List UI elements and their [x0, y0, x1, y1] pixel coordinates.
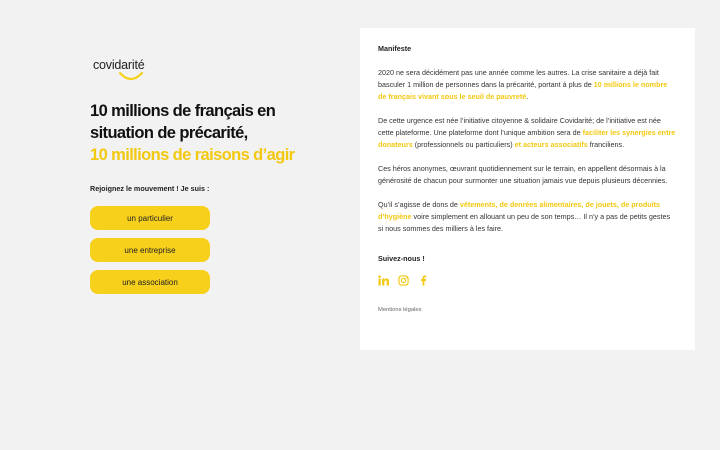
- association-button[interactable]: une association: [90, 270, 210, 294]
- social-links: [378, 275, 677, 286]
- p2-highlight-2: et acteurs associatifs: [514, 140, 588, 149]
- p1-highlight: 10 millions le nombre de français vivant sous le seuil de pauvreté: [378, 80, 668, 101]
- manifesto-paragraph-4: [378, 199, 677, 235]
- manifesto-card: [360, 28, 695, 350]
- logo-smile-icon: [118, 71, 144, 83]
- entreprise-button[interactable]: une entreprise: [90, 238, 210, 262]
- manifesto-paragraph-2: [378, 115, 677, 151]
- p2-mid: (professionnels ou particuliers): [412, 140, 515, 149]
- manifesto-paragraph-1: [378, 67, 677, 103]
- logo-text: covidarité: [93, 58, 145, 72]
- p2-highlight-1: faciliter les synergies entre donateurs: [378, 128, 676, 149]
- logo[interactable]: [90, 58, 160, 83]
- p1-text: 2020 ne sera décidément pas une année comme les autres. La crise sanitaire a déjà fait basculer 1 million de personnes dans la précarité, portant à plus de: [378, 68, 659, 89]
- manifesto-paragraph-3: Ces héros anonymes, œuvrant quotidiennement sur le terrain, en appellent désormais à la générosité de chacun pour surmonter une situation jamais vue depuis plusieurs décennies.: [378, 164, 668, 185]
- p4-end: voire simplement en allouant un peu de son temps… Il n’y a pas de petits gestes si nous sommes des milliers à les faire.: [378, 212, 671, 233]
- facebook-icon[interactable]: [418, 275, 429, 286]
- instagram-icon[interactable]: [398, 275, 409, 286]
- p1-end: .: [526, 92, 529, 101]
- p4-text: Qu’il s’agisse de dons de: [378, 200, 460, 209]
- headline-line2: 10 millions de raisons d’agir: [90, 146, 295, 164]
- linkedin-icon[interactable]: [378, 275, 389, 286]
- hero-section: [90, 58, 330, 294]
- join-label: Rejoignez le mouvement ! Je suis :: [90, 184, 210, 193]
- legal-link[interactable]: Mentions légales: [378, 307, 422, 313]
- p2-text: De cette urgence est née l’initiative citoyenne & solidaire Covidarité; de l’initiative est née cette plateforme. Une plateforme dont l’unique ambition sera de: [378, 116, 661, 137]
- p4-highlight: vêtements, de denrées alimentaires, de jouets, de produits d’hygiène: [378, 200, 661, 221]
- role-buttons: [90, 206, 330, 294]
- headline-line1: 10 millions de français en situation de précarité,: [90, 102, 276, 142]
- p2-end: franciliens.: [587, 140, 625, 149]
- page-title: [90, 100, 330, 166]
- follow-label: Suivez-nous !: [378, 254, 425, 263]
- manifesto-title: Manifeste: [378, 44, 412, 53]
- particulier-button[interactable]: un particulier: [90, 206, 210, 230]
